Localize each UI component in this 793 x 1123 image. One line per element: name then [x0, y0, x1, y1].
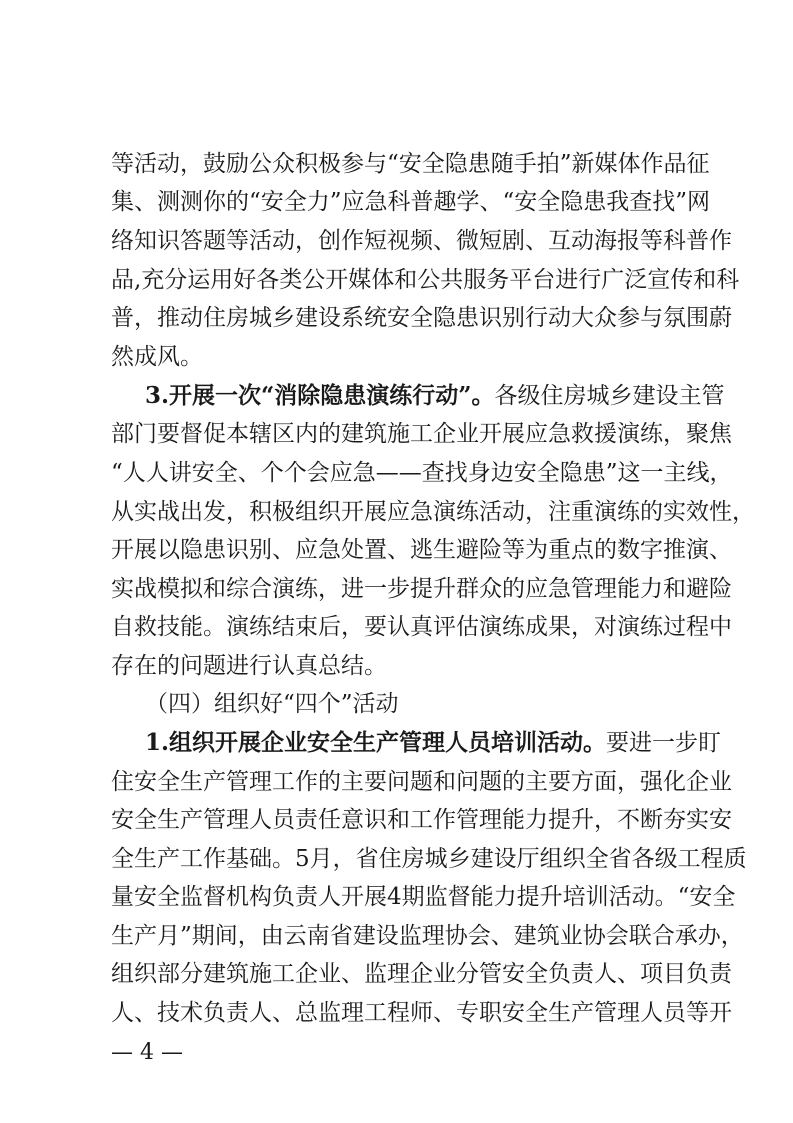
text-line: 然成风。: [111, 344, 203, 370]
paragraph-heading-line: 1.组织开展企业安全生产管理人员培训活动。要进一步盯: [145, 729, 722, 756]
text-line: “人人讲安全、个个会应急——查找身边安全隐患”这一主线，: [111, 460, 733, 486]
page-number: — 4 —: [111, 1040, 183, 1065]
text-line: 从实战出发，积极组织开展应急演练活动，注重演练的实效性，: [111, 499, 755, 525]
text-line: 部门要督促本辖区内的建筑施工企业开展应急救援演练，聚焦: [111, 421, 732, 447]
text-line: 生产月”期间，由云南省建设监理协会、建筑业协会联合承办，: [111, 923, 744, 949]
text-line: 量安全监督机构负责人开展4期监督能力提升培训活动。“安全: [111, 884, 736, 910]
text-line: 安全生产管理人员责任意识和工作管理能力提升，不断夯实安: [111, 807, 732, 833]
text-line: 住安全生产管理工作的主要问题和问题的主要方面，强化企业: [111, 769, 732, 795]
text-line: 实战模拟和综合演练，进一步提升群众的应急管理能力和避险: [111, 576, 732, 602]
paragraph-heading: 1.组织开展企业安全生产管理人员培训活动。: [145, 729, 607, 756]
text-line: 开展以隐患识别、应急处置、逃生避险等为重点的数字推演、: [111, 537, 732, 563]
text-line: 等活动，鼓励公众积极参与“安全隐患随手拍”新媒体作品征: [111, 151, 710, 177]
text-line: 组织部分建筑施工企业、监理企业分管安全负责人、项目负责: [111, 961, 732, 987]
paragraph-heading-line: 3.开展一次“消除隐患演练行动”。各级住房城乡建设主管: [145, 382, 725, 409]
text-line: 普，推动住房城乡建设系统安全隐患识别行动大众参与氛围蔚: [111, 305, 732, 331]
text-line: 存在的问题进行认真总结。: [111, 653, 387, 679]
text-line: 集、测测你的“安全力”应急科普趣学、“安全隐患我查找”网: [111, 189, 711, 215]
text-line: 络知识答题等活动，创作短视频、微短剧、互动海报等科普作: [111, 228, 732, 254]
text-line: 人、技术负责人、总监理工程师、专职安全生产管理人员等开: [111, 1000, 732, 1026]
paragraph-heading: 3.开展一次“消除隐患演练行动”。: [145, 382, 495, 409]
text-line: 自救技能。演练结束后，要认真评估演练成果，对演练过程中: [111, 614, 732, 640]
section-heading: （四）组织好“四个”活动: [145, 691, 399, 717]
text-line: 品,充分运用好各类公开媒体和公共服务平台进行广泛宣传和科: [111, 267, 740, 293]
text-line: 全生产工作基础。5月，省住房城乡建设厅组织全省各级工程质: [111, 846, 747, 872]
